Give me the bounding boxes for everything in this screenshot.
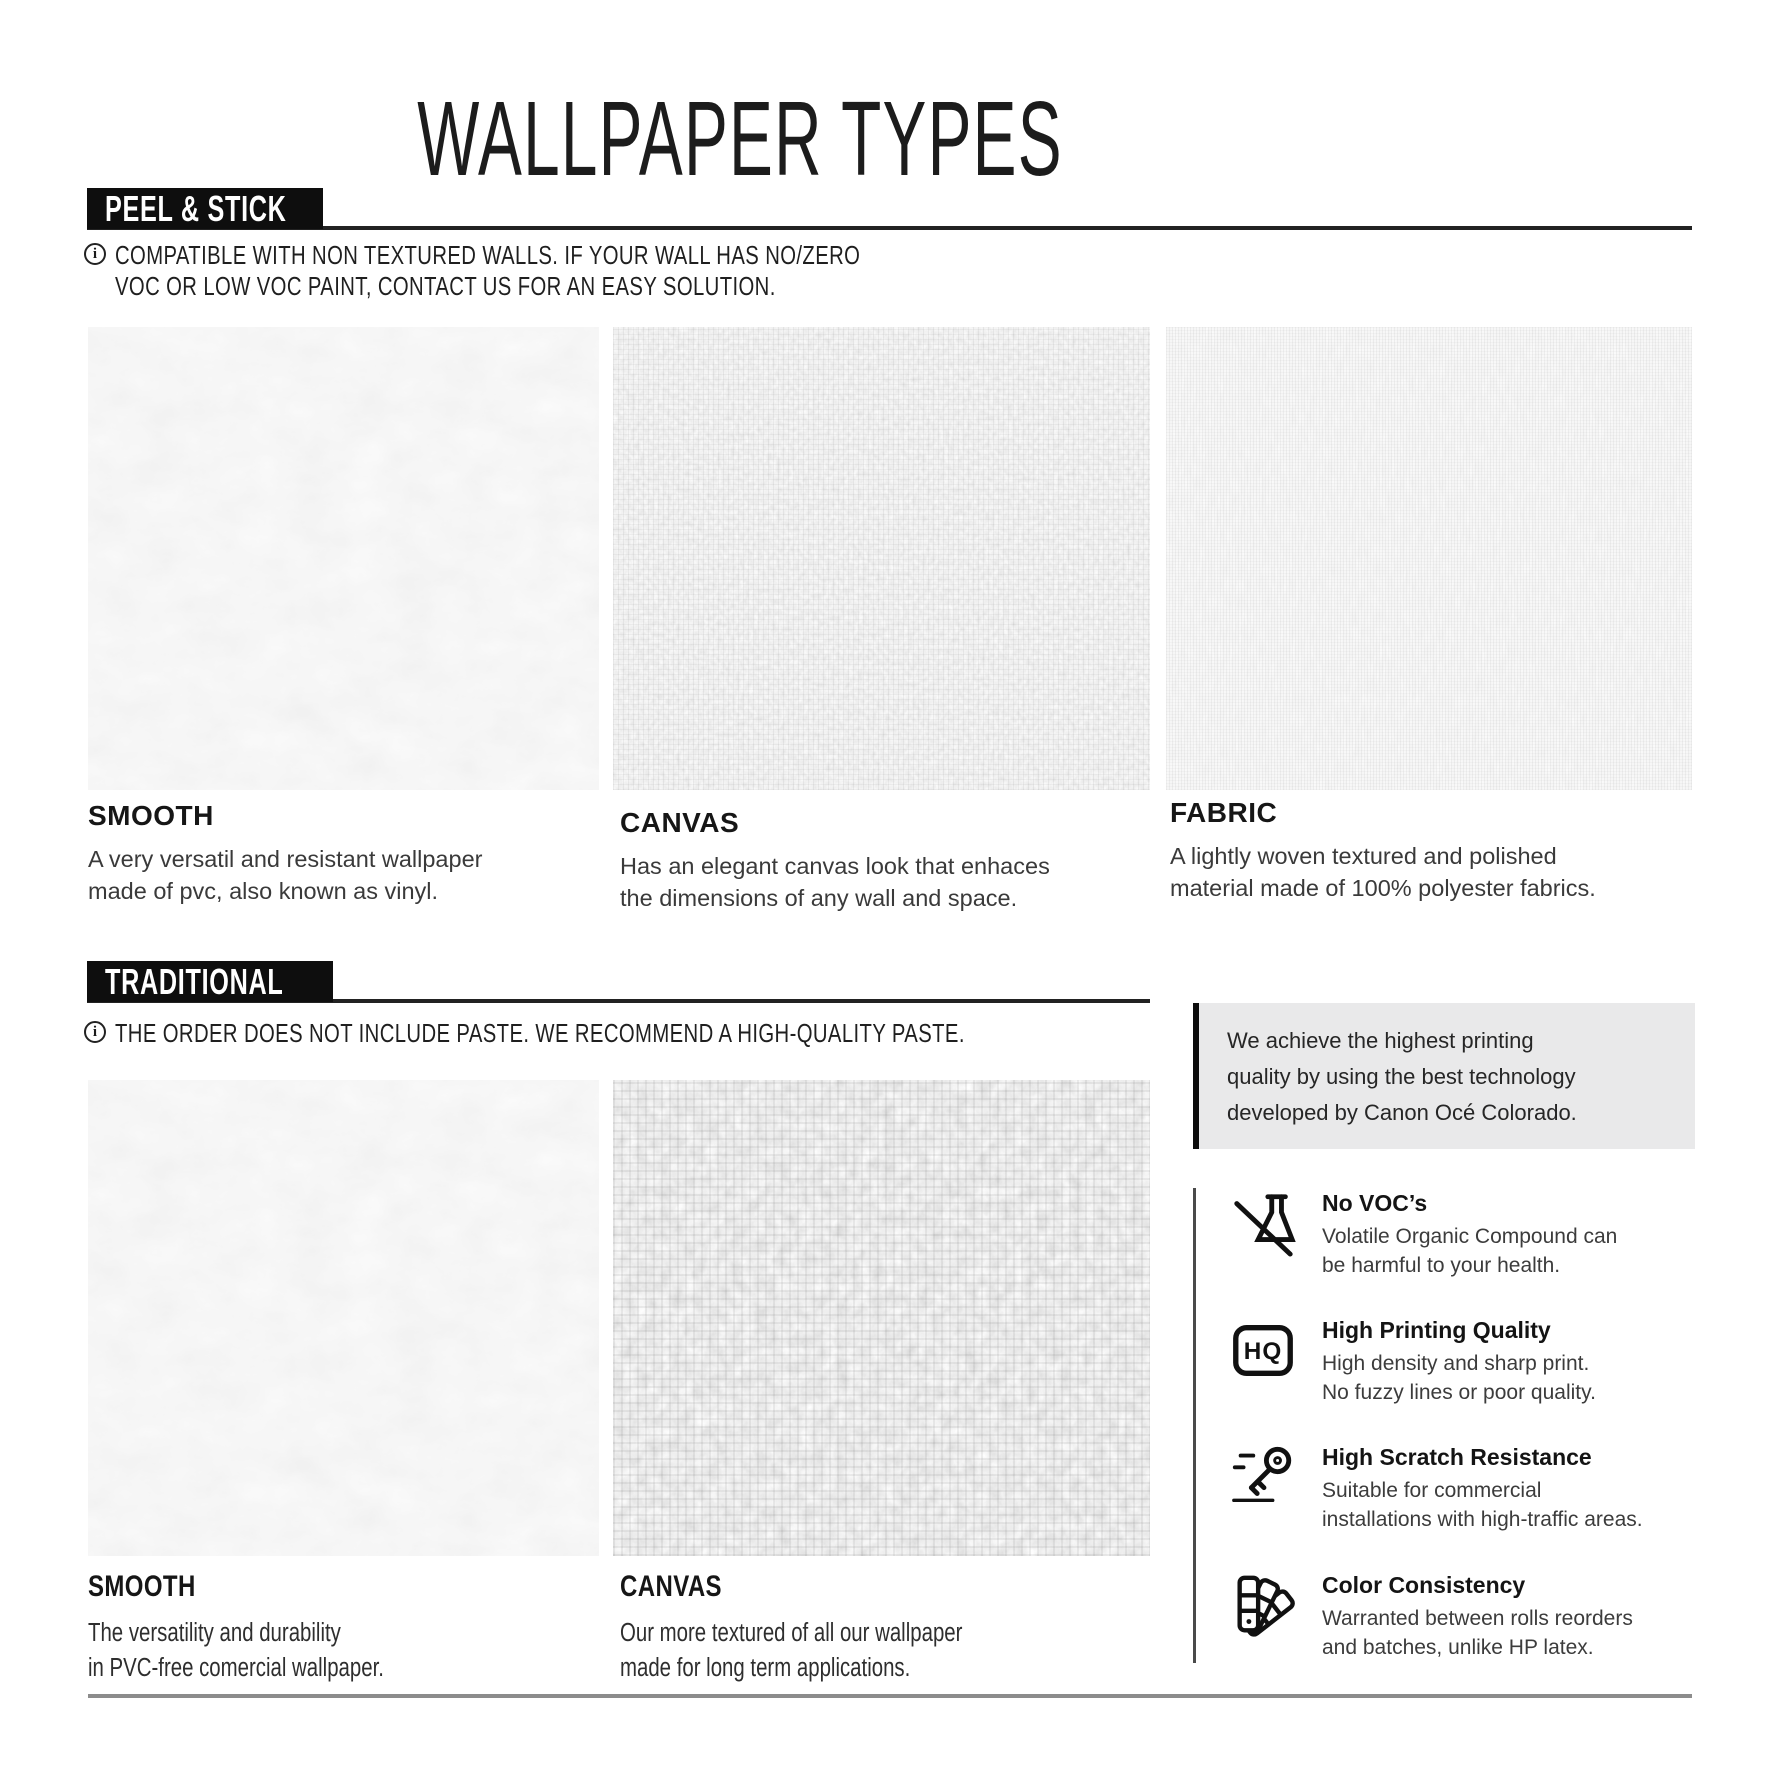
hq-badge-text: HQ [1243, 1337, 1283, 1365]
section-label-peel-stick [87, 188, 323, 229]
callout-line: developed by Canon Océ Colorado. [1227, 1100, 1577, 1125]
info-icon-glyph: i [92, 1023, 98, 1040]
hq-badge-icon [1228, 1315, 1298, 1385]
texture-desc-line: material made of 100% polyester fabrics. [1170, 874, 1596, 901]
section-label-text: TRADITIONAL [105, 960, 284, 1002]
texture-title: FABRIC [1170, 797, 1278, 828]
feature-color-consistency [1322, 1570, 1732, 1662]
texture-swatch-peel-smooth [88, 327, 599, 790]
texture-desc-line: Our more textured of all our wallpaper [620, 1619, 963, 1647]
feature-high-scratch-resistance [1322, 1442, 1732, 1534]
texture-swatch-traditional-canvas [613, 1080, 1150, 1556]
note-line: THE ORDER DOES NOT INCLUDE PASTE. WE RECOMMEND A HIGH-QUALITY PASTE. [115, 1018, 965, 1048]
feature-no-vocs [1322, 1188, 1732, 1280]
feature-desc-line: Warranted between rolls reorders [1322, 1607, 1633, 1630]
texture-desc-line: A very versatil and resistant wallpaper [88, 846, 483, 872]
features-divider [1193, 1188, 1196, 1663]
note-peel-stick [84, 240, 1071, 302]
bottom-rule [88, 1694, 1692, 1698]
info-icon [84, 243, 106, 265]
caption-peel-canvas [620, 807, 1050, 914]
info-icon [84, 1021, 106, 1043]
callout-line: quality by using the best technology [1227, 1064, 1576, 1089]
texture-desc-line: made for long term applications. [620, 1653, 911, 1682]
section-rule-peel-stick [87, 226, 1692, 230]
feature-title: Color Consistency [1322, 1572, 1526, 1598]
color-swatch-fan-icon [1228, 1570, 1298, 1640]
no-voc-flask-icon [1228, 1188, 1298, 1258]
feature-title: No VOC’s [1322, 1190, 1428, 1216]
section-label-text: PEEL & STICK [105, 187, 287, 229]
texture-swatch-traditional-smooth [88, 1080, 599, 1556]
texture-desc-line: A lightly woven textured and polished [1170, 843, 1557, 869]
caption-traditional-canvas [620, 1570, 1048, 1685]
caption-peel-fabric [1170, 797, 1596, 904]
texture-desc-line: the dimensions of any wall and space. [620, 884, 1018, 911]
quality-callout [1199, 1003, 1695, 1149]
key-scratch-icon [1228, 1442, 1298, 1512]
feature-desc-line: Volatile Organic Compound can [1322, 1225, 1618, 1248]
texture-title: CANVAS [620, 1570, 722, 1603]
texture-desc-line: in PVC-free comercial wallpaper. [88, 1653, 384, 1682]
texture-swatch-peel-canvas [613, 327, 1150, 790]
texture-title: CANVAS [620, 807, 740, 838]
info-icon-glyph: i [92, 245, 98, 262]
feature-desc-line: installations with high-traffic areas. [1322, 1508, 1643, 1531]
feature-desc-line: No fuzzy lines or poor quality. [1322, 1381, 1596, 1404]
texture-desc-line: Has an elegant canvas look that enhaces [620, 853, 1050, 879]
feature-desc-line: and batches, unlike HP latex. [1322, 1636, 1594, 1659]
feature-desc-line: be harmful to your health. [1322, 1254, 1561, 1277]
callout-line: We achieve the highest printing [1227, 1028, 1534, 1053]
note-line: COMPATIBLE WITH NON TEXTURED WALLS. IF YOUR WALL HAS NO/ZERO [115, 240, 861, 270]
feature-title: High Scratch Resistance [1322, 1444, 1592, 1470]
caption-traditional-smooth [88, 1570, 458, 1685]
texture-desc-line: The versatility and durability [88, 1619, 341, 1647]
texture-swatch-peel-fabric [1166, 327, 1692, 790]
texture-desc-line: made of pvc, also known as vinyl. [88, 877, 439, 904]
texture-title: SMOOTH [88, 800, 214, 831]
feature-title: High Printing Quality [1322, 1317, 1551, 1343]
section-label-traditional [87, 961, 333, 1002]
feature-desc-line: Suitable for commercial [1322, 1479, 1542, 1502]
note-line: VOC OR LOW VOC PAINT, CONTACT US FOR AN EASY SOLUTION. [115, 271, 776, 301]
page-title: WALLPAPER TYPES [417, 80, 1063, 198]
caption-peel-smooth [88, 800, 482, 907]
note-traditional [84, 1018, 1205, 1049]
feature-high-printing-quality [1322, 1315, 1732, 1407]
texture-title: SMOOTH [88, 1570, 196, 1603]
feature-desc-line: High density and sharp print. [1322, 1352, 1590, 1375]
